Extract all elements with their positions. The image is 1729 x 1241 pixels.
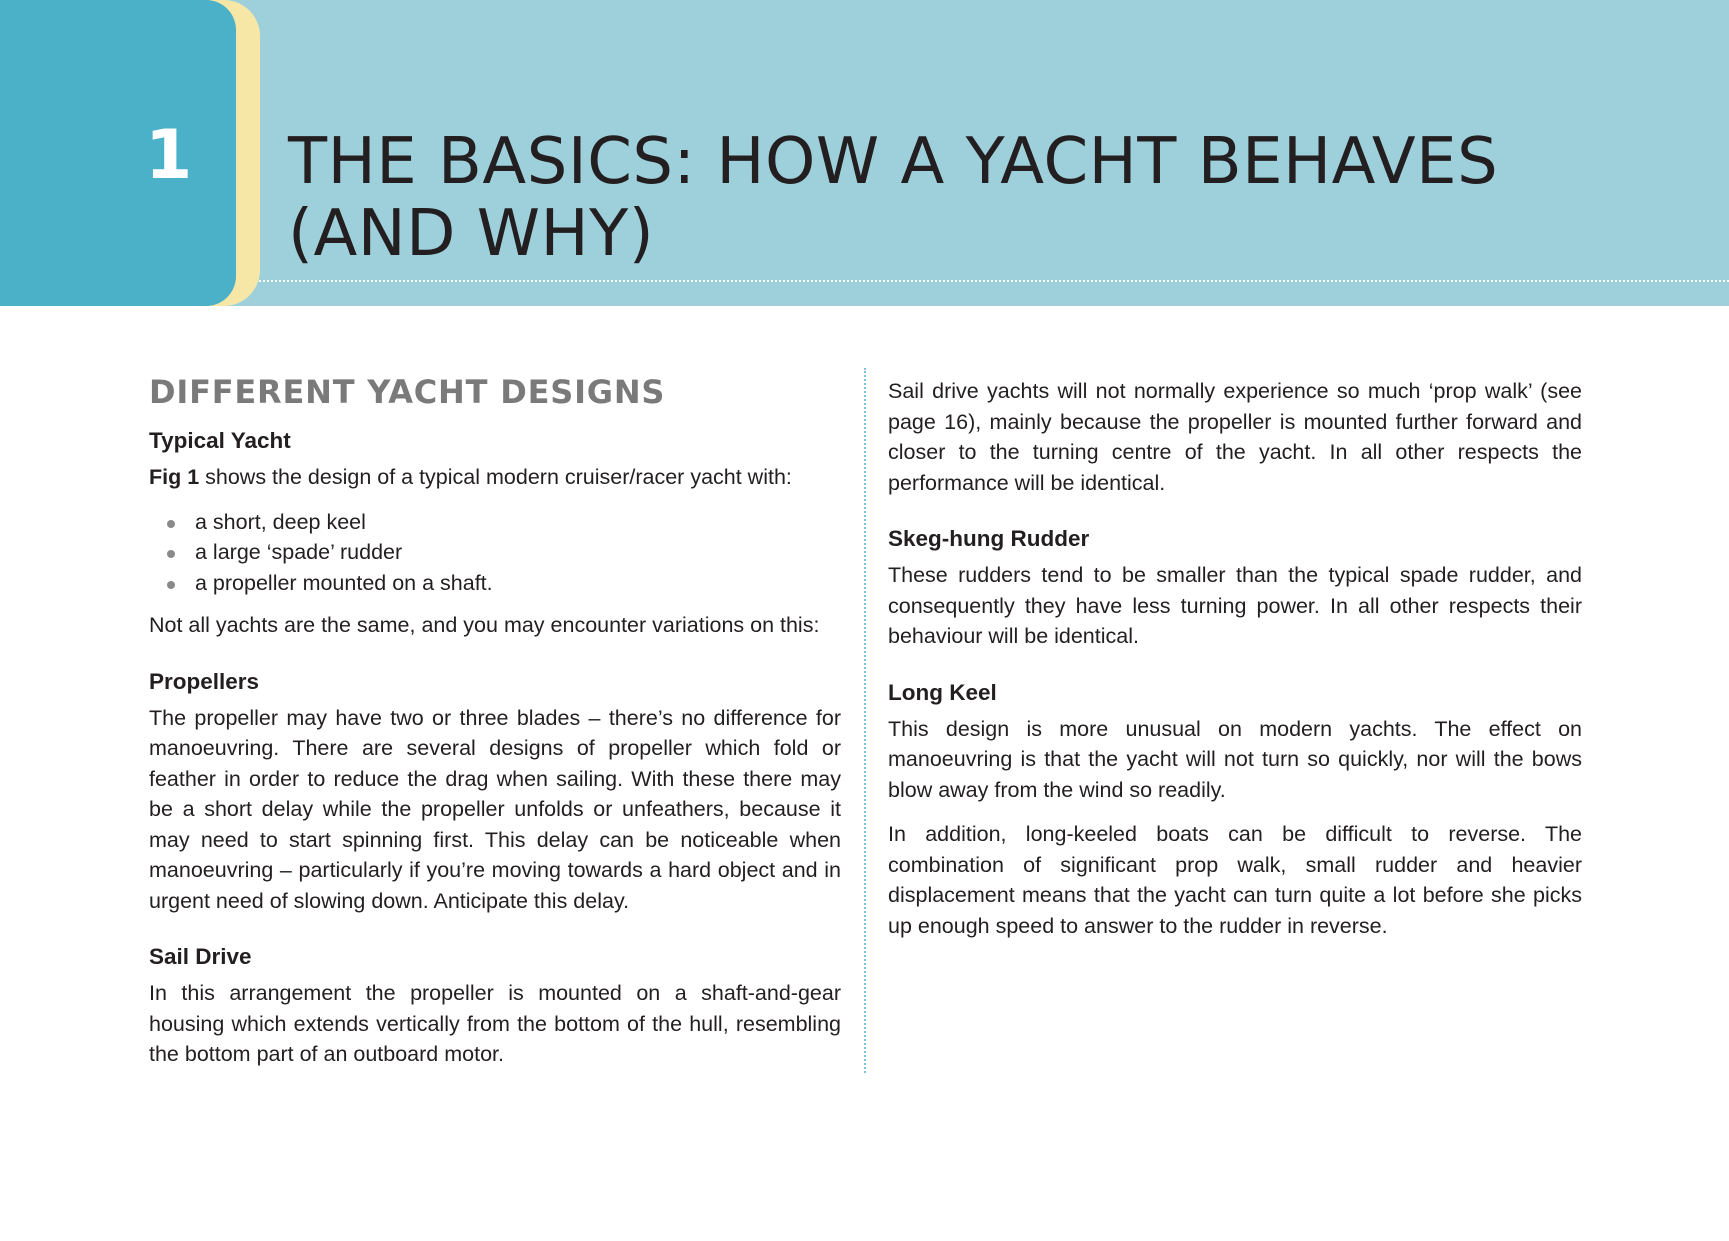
bullet-icon bbox=[167, 581, 175, 589]
list-item-text: a propeller mounted on a shaft. bbox=[195, 570, 493, 595]
skeg-rudder-paragraph: These rudders tend to be smaller than the typical spade rudder, and consequently they have less turning power. In all other respects their behaviour will be identical. bbox=[888, 563, 1582, 648]
header-dotted-rule bbox=[0, 280, 1729, 282]
keel-features-list bbox=[149, 507, 841, 599]
chapter-tab bbox=[0, 0, 236, 306]
long-keel-paragraph-2: In addition, long-keeled boats can be difficult to reverse. The combination of significant prop walk, small rudder and heavier displacement means that the yacht can turn quite a lot before she picks up enough speed to answer to the rudder in reverse. bbox=[888, 822, 1582, 938]
variations-paragraph: Not all yachts are the same, and you may encounter variations on this: bbox=[149, 613, 820, 637]
left-column bbox=[149, 372, 841, 1084]
spacer bbox=[888, 512, 1582, 524]
right-column bbox=[888, 376, 1582, 955]
section-title: DIFFERENT YACHT DESIGNS bbox=[149, 373, 666, 411]
spacer bbox=[149, 655, 841, 667]
chapter-title-line2: (AND WHY) bbox=[288, 197, 655, 271]
sail-drive-continued-paragraph: Sail drive yachts will not normally experience so much ‘prop walk’ (see page 16), mainly because the propeller is mounted further forward and closer to the turning centre of the yacht. In all other respects the performance will be identical. bbox=[888, 379, 1582, 495]
chapter-title-line1: THE BASICS: HOW A YACHT BEHAVES bbox=[288, 125, 1499, 199]
subheading-propellers: Propellers bbox=[149, 668, 260, 694]
list-item-text: a large ‘spade’ rudder bbox=[195, 540, 403, 564]
figure-reference: Fig 1 bbox=[149, 465, 200, 489]
subheading-skeg-hung-rudder: Skeg-hung Rudder bbox=[888, 526, 1090, 551]
list-item-text: a short, deep keel bbox=[195, 509, 366, 534]
list-item bbox=[149, 568, 841, 599]
chapter-title bbox=[288, 126, 1668, 270]
column-divider bbox=[864, 368, 866, 1073]
propellers-paragraph: The propeller may have two or three blades – there’s no difference for manoeuvring. There are several designs of propeller which fold or feather in order to reduce the drag when sailing. With these there may be a short delay while the propeller unfolds or unfeathers, because it may need to start spinning first. This delay can be noticeable when manoeuvring – particularly if you’re moving towards a hard object and in urgent need of slowing down. Anticipate this delay. bbox=[149, 705, 841, 913]
subheading-long-keel: Long Keel bbox=[888, 679, 997, 705]
list-item bbox=[149, 537, 841, 568]
subheading-typical-yacht: Typical Yacht bbox=[149, 428, 291, 453]
spacer bbox=[149, 930, 841, 942]
long-keel-paragraph-1: This design is more unusual on modern yachts. The effect on manoeuvring is that the yacht will not turn so quickly, nor will the bows blow away from the wind so readily. bbox=[888, 716, 1582, 802]
subheading-sail-drive: Sail Drive bbox=[149, 944, 252, 969]
bullet-icon bbox=[167, 550, 175, 558]
chapter-number: 1 bbox=[145, 116, 193, 195]
typical-yacht-intro-text: shows the design of a typical modern cruiser/racer yacht with: bbox=[199, 465, 792, 489]
bullet-icon bbox=[167, 520, 175, 528]
spacer bbox=[888, 666, 1582, 678]
typical-yacht-intro bbox=[149, 462, 841, 493]
list-item bbox=[149, 507, 841, 538]
sail-drive-paragraph: In this arrangement the propeller is mounted on a shaft-and-gear housing which extends vertically from the bottom of the hull, resembling the bottom part of an outboard motor. bbox=[149, 981, 841, 1066]
